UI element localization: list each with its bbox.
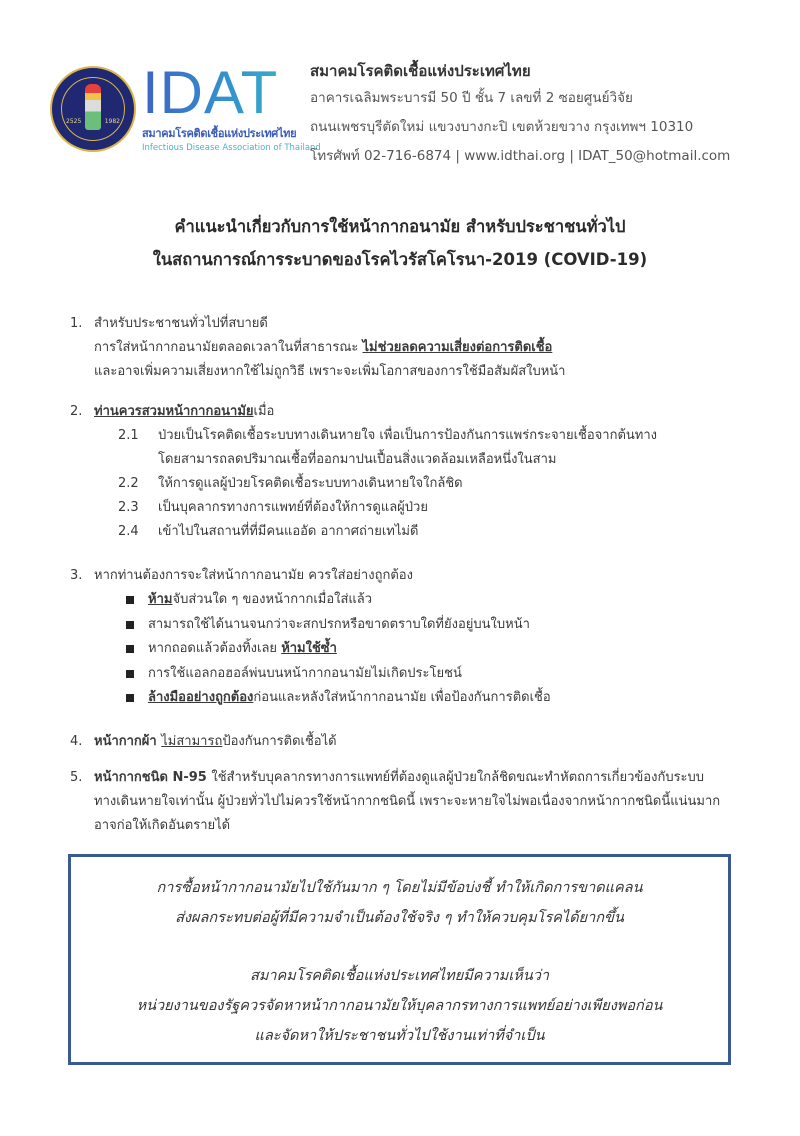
letterhead [50,58,770,168]
section-4 [70,730,770,754]
body-text: การใส่หน้ากากอนามัยตลอดเวลาในที่สาธารณะ [94,340,363,355]
item-number: 2.4 [118,524,139,539]
body-text: ใช้สำหรับบุคลากรทางการแพทย์ที่ต้องดูแลผู้ป่วยใกล้ชิดขณะทำหัตถการเกี่ยวข้องกับระบบ [211,770,705,785]
section-number: 5. [70,770,83,785]
body-text: ป้องกันการติดเชื้อได้ [222,734,337,749]
item-text: ให้การดูแลผู้ป่วยโรคติดเชื้อระบบทางเดินหายใจใกล้ชิด [158,476,463,491]
section-2 [70,400,770,544]
idat-logo [142,59,321,153]
item-number: 2.1 [118,428,139,443]
section-3 [70,564,770,711]
logo-thai-name: สมาคมโรคติดเชื้อแห่งประเทศไทย [142,127,297,140]
association-seal-icon [50,66,136,152]
list-item [70,520,770,544]
section-5 [70,766,790,838]
section-heading-suffix: เมื่อ [253,404,275,419]
bullet-item: หากถอดแล้วต้องทิ้งเลย ห้ามใช้ซ้ำ [70,637,770,662]
seal-year-ad: 1982 [104,118,120,125]
list-item [70,472,770,496]
item-number: 2.2 [118,476,139,491]
list-item [70,496,770,520]
section-heading: หากท่านต้องการจะใส่หน้ากากอนามัย ควรใส่อย่างถูกต้อง [94,568,413,583]
bullet-item: ห้ามจับส่วนใด ๆ ของหน้ากากเมื่อใส่แล้ว [70,588,770,613]
body-text: และอาจเพิ่มความเสี่ยงหากใช้ไม่ถูกวิธี เพราะจะเพิ่มโอกาสของการใช้มือสัมผัสใบหน้า [94,364,566,379]
section-number: 4. [70,734,83,749]
bullet-item: การใช้แอลกอฮอล์พ่นบนหน้ากากอนามัยไม่เกิดประโยชน์ [70,662,770,687]
square-bullet-icon [126,621,134,629]
section-number: 2. [70,404,83,419]
body-text: อาจก่อให้เกิดอันตรายได้ [94,818,231,833]
square-bullet-icon [126,596,134,604]
logo-english-name: Infectious Disease Association of Thailand [142,143,321,153]
square-bullet-icon [126,694,134,702]
section-number: 3. [70,568,83,583]
notice-line: การซื้อหน้ากากอนามัยไปใช้กันมาก ๆ โดยไม่มีข้อบ่งชี้ ทำให้เกิดการขาดแคลน [156,880,643,896]
square-bullet-icon [126,670,134,678]
title-line-1: คำแนะนำเกี่ยวกับการใช้หน้ากากอนามัย สำหรับประชาชนทั่วไป [174,217,626,236]
bold-text: หน้ากากชนิด N-95 [94,770,212,785]
notice-line: หน่วยงานของรัฐควรจัดหาหน้ากากอนามัยให้บุคลากรทางการแพทย์อย่างเพียงพอก่อน [136,998,663,1014]
bullet-item: ล้างมืออย่างถูกต้องก่อนและหลังใส่หน้ากากอนามัย เพื่อป้องกันการติดเชื้อ [70,686,770,711]
emphasis-text: ห้าม [148,592,173,607]
organization-name: สมาคมโรคติดเชื้อแห่งประเทศไทย [310,62,531,80]
item-text: ป่วยเป็นโรคติดเชื้อระบบทางเดินหายใจ เพื่อเป็นการป้องกันการแพร่กระจายเชื้อจากต้นทาง โดยสามารถลดปริมาณเชื้อที่ออกมาปนเปื้อนสิ่งแวดล้อมเหลือหนึ่งในสาม [158,428,657,467]
body-text: ทางเดินหายใจเท่านั้น ผู้ป่วยทั่วไปไม่ควรใช้หน้ากากชนิดนี้ เพราะจะหายใจไม่พอเนื่องจากหน้ากากชนิดนี้แน่นมาก [94,794,721,809]
section-1 [70,312,770,384]
square-bullet-icon [126,645,134,653]
address-line-1: อาคารเฉลิมพระบารมี 50 ปี ชั้น 7 เลขที่ 2 ซอยศูนย์วิจัย [310,90,633,106]
section-number: 1. [70,316,83,331]
contact-block [310,58,730,171]
emphasis-text: ล้างมืออย่างถูกต้อง [148,690,254,705]
section-heading: สำหรับประชาชนทั่วไปที่สบายดี [94,316,268,331]
address-line-2: ถนนเพชรบุรีตัดใหม่ แขวงบางกะปิ เขตห้วยขวาง กรุงเทพฯ 10310 [310,119,694,135]
document-title [0,210,800,276]
emphasis-text: ห้ามใช้ซ้ำ [281,641,337,656]
notice-line: ส่งผลกระทบต่อผู้ที่มีความจำเป็นต้องใช้จริง ๆ ทำให้ควบคุมโรคได้ยากขึ้น [175,910,624,926]
item-text: เข้าไปในสถานที่ที่มีคนแออัด อากาศถ่ายเทไม่ดี [158,524,419,539]
bold-text: หน้ากากผ้า [94,734,162,749]
contact-line: โทรศัพท์ 02-716-6874 | www.idthai.org | IDAT_50@hotmail.com [310,148,731,164]
item-text: เป็นบุคลากรทางการแพทย์ที่ต้องให้การดูแลผู้ป่วย [158,500,428,515]
notice-box [68,854,731,1065]
seal-year-thai: 2525 [66,118,82,125]
emphasis-text: ไม่สามารถ [161,734,223,749]
title-line-2: ในสถานการณ์การระบาดของโรคไวรัสโคโรนา-2019 (COVID-19) [152,250,648,269]
section-heading-emphasis: ท่านควรสวมหน้ากากอนามัย [94,404,254,419]
list-item [70,424,770,472]
item-number: 2.3 [118,500,139,515]
emphasis-text: ไม่ช่วยลดความเสี่ยงต่อการติดเชื้อ [362,340,553,355]
notice-line: และจัดหาให้ประชาชนทั่วไปใช้งานเท่าที่จำเป็น [254,1028,545,1044]
bullet-item: สามารถใช้ได้นานจนกว่าจะสกปรกหรือขาดตราบใดที่ยังอยู่บนใบหน้า [70,613,770,638]
logo-wordmark: IDAT [142,64,321,122]
notice-line: สมาคมโรคติดเชื้อแห่งประเทศไทยมีความเห็นว่า [249,968,550,984]
caduceus-emblem-icon [85,84,101,130]
